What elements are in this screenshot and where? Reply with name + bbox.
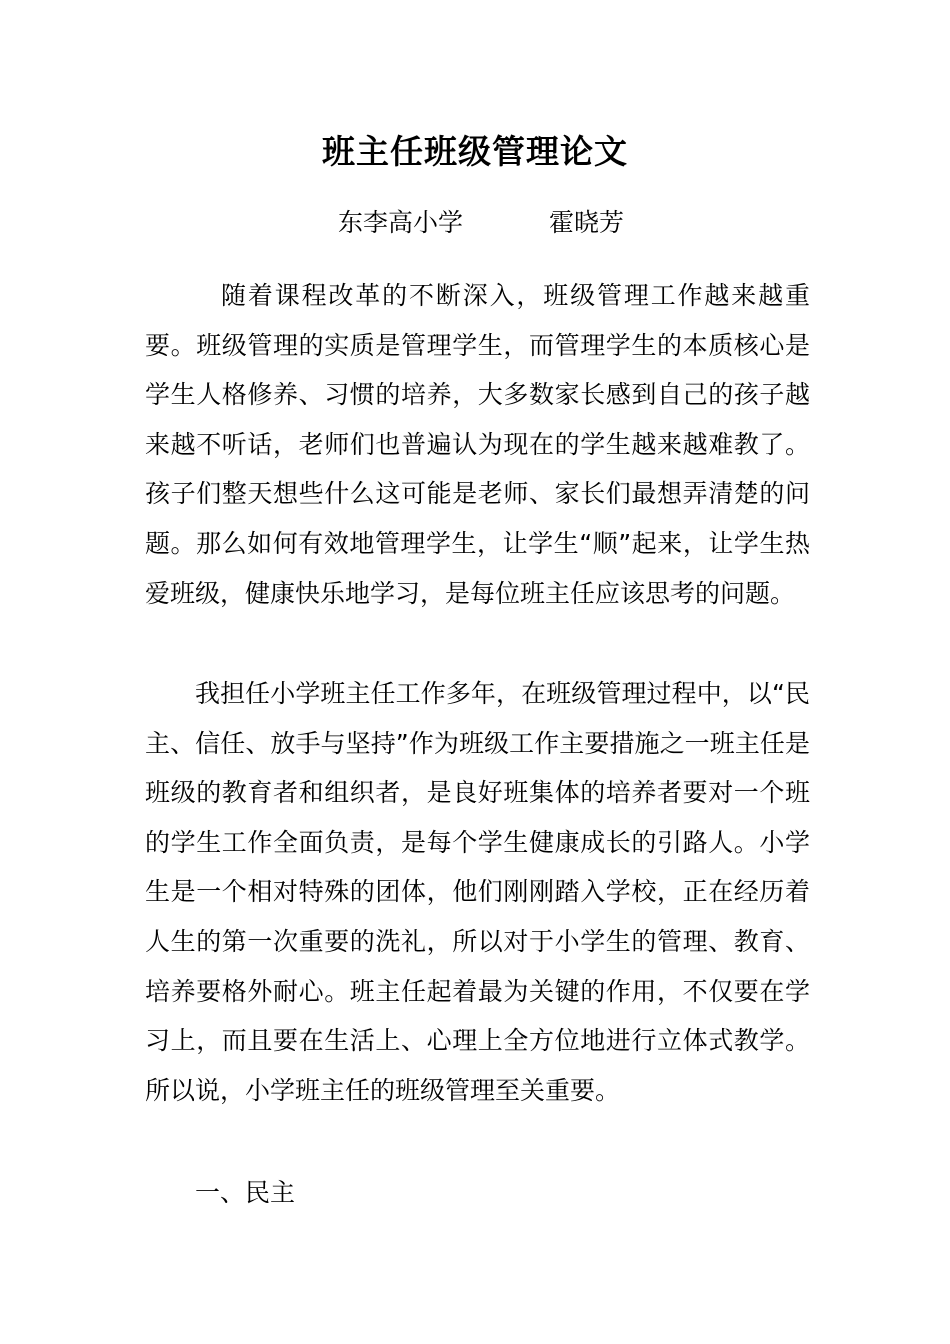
paragraph-1: 随着课程改革的不断深入，班级管理工作越来越重要。班级管理的实质是管理学生，而管理学生的本质核心是学生人格修养、习惯的培养，大多数家长感到自己的孩子越来越不听话，老师们也普遍认为现在的学生越来越难教了。孩子们整天想些什么这可能是老师、家长们最想弄清楚的问题。那么如何有效地管理学生，让学生“顺”起来，让学生热爱班级，健康快乐地学习，是每位班主任应该思考的问题。 [145,281,810,608]
paragraph-2: 我担任小学班主任工作多年，在班级管理过程中，以“民主、信任、放手与坚持”作为班级工作主要措施之一班主任是班级的教育者和组织者，是良好班集体的培养者要对一个班的学生工作全面负责，是每个学生健康成长的引路人。小学生是一个相对特殊的团体，他们刚刚踏入学校，正在经历着人生的第一次重要的洗礼，所以对于小学生的管理、教育、培养要格外耐心。班主任起着最为关键的作用，不仅要在学习上，而且要在生活上、心理上全方位地进行立体式教学。所以说，小学班主任的班级管理至关重要。 [145,679,810,1105]
document-title: 班主任班级管理论文 [322,132,628,171]
school-name: 东李高小学 [338,208,464,237]
section-heading: 一、民主 [195,1178,296,1207]
author-name: 霍晓芳 [549,208,625,237]
